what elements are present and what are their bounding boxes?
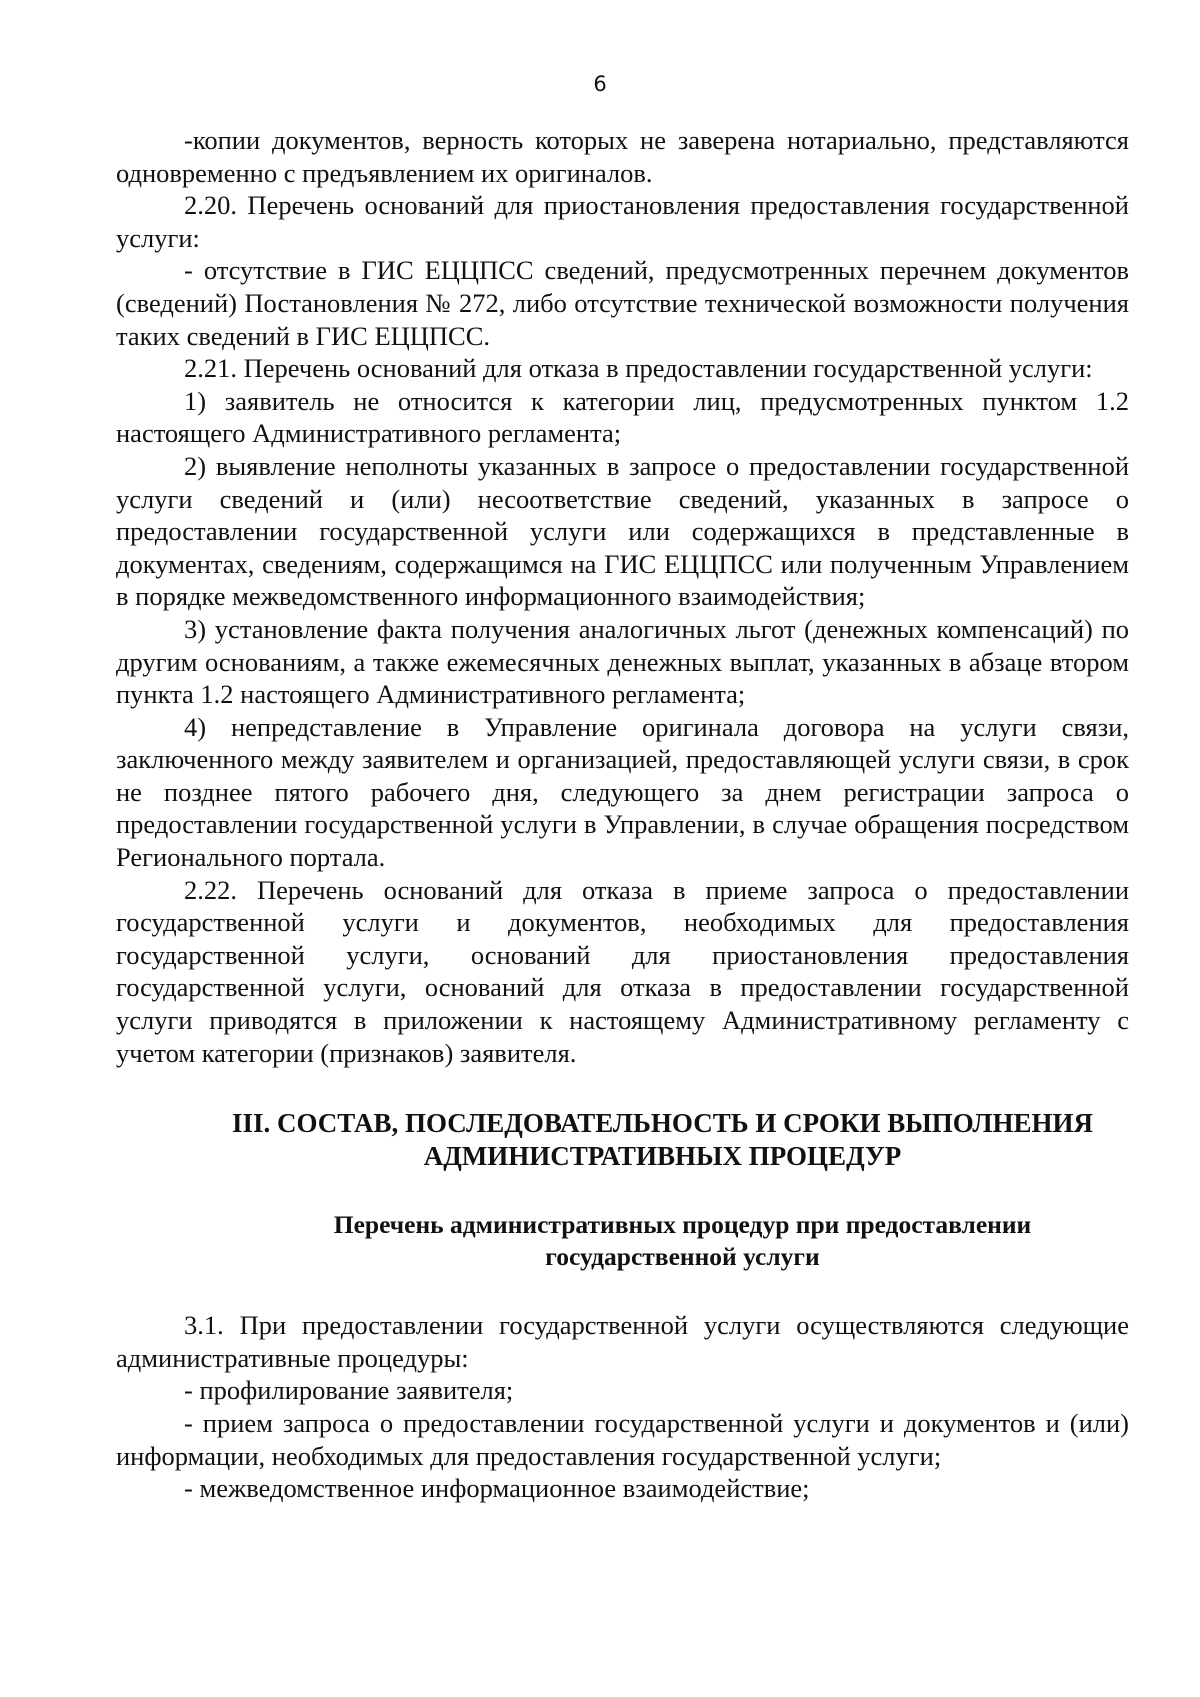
section-heading-line-1: III. СОСТАВ, ПОСЛЕДОВАТЕЛЬНОСТЬ И СРОКИ ВЫПОЛНЕНИЯ [231, 1108, 1094, 1139]
subsection-heading [116, 1209, 1129, 1273]
subsection-heading-line-1: Перечень административных процедур при предоставлении [333, 1210, 1032, 1240]
paragraph-2-21: 2.21. Перечень оснований для отказа в предоставлении государственной услуги: [184, 353, 1093, 384]
paragraph-2-21-item-2: 2) выявление неполноты указанных в запросе о предоставлении государственной услуги сведений и (или) несоответствие сведений, указанных в запросе о предоставлении государственной услуги или содержащихся в представленные в документах, сведениям, содержащимся на ГИС ЕЦЦПСС или полученным Управлением в порядке межведомственного информационного взаимодействия; [116, 450, 1129, 612]
paragraph-copies: -копии документов, верность которых не заверена нотариально, представляются одновременно с предъявлением их оригиналов. [116, 125, 1129, 188]
paragraph-2-21-item-4: 4) непредставление в Управление оригинала договора на услуги связи, заключенного между заявителем и организацией, предоставляющей услуги связи, в срок не позднее пятого рабочего дня, следующего за днем регистрации запроса о предоставлении государственной услуги в Управлении, в случае обращения посредством Регионального портала. [116, 711, 1129, 873]
subsection-heading-line-2: государственной услуги [545, 1242, 820, 1272]
paragraph-3-1-item-1: - профилирование заявителя; [184, 1375, 514, 1406]
page-number: 6 [593, 72, 607, 96]
paragraph-2-22: 2.22. Перечень оснований для отказа в приеме запроса о предоставлении государственной услуги и документов, необходимых для предоставления государственной услуги, оснований для приостановления предоставления государственной услуги, оснований для отказа в предоставлении государственной услуги приводятся в приложении к настоящему Административному регламенту с учетом категории (признаков) заявителя. [116, 874, 1129, 1068]
paragraph-2-20-item: - отсутствие в ГИС ЕЦЦПСС сведений, предусмотренных перечнем документов (сведений) Постановления № 272, либо отсутствие технической возможности получения таких сведений в ГИС ЕЦЦПСС. [116, 255, 1129, 351]
document-body [116, 124, 1129, 1505]
paragraph-2-21-item-1: 1) заявитель не относится к категории лиц, предусмотренных пунктом 1.2 настоящего Административного регламента; [116, 385, 1129, 449]
paragraph-3-1: 3.1. При предоставлении государственной услуги осуществляются следующие административные процедуры: [116, 1310, 1129, 1373]
section-heading [116, 1107, 1129, 1173]
paragraph-3-1-item-2: - прием запроса о предоставлении государственной услуги и документов и (или) информации, необходимых для предоставления государственной услуги; [116, 1408, 1129, 1471]
spacer [116, 1273, 1129, 1309]
paragraph-2-21-item-3: 3) установление факта получения аналогичных льгот (денежных компенсаций) по другим основаниям, а также ежемесячных денежных выплат, указанных в абзаце втором пункта 1.2 настоящего Административного регламента; [116, 613, 1129, 710]
paragraph-2-20: 2.20. Перечень оснований для приостановления предоставления государственной услуги: [116, 190, 1129, 253]
section-heading-line-2: АДМИНИСТРАТИВНЫХ ПРОЦЕДУР [423, 1141, 902, 1172]
spacer [116, 1173, 1129, 1209]
spacer [116, 1069, 1129, 1107]
paragraph-3-1-item-3: - межведомственное информационное взаимодействие; [184, 1473, 810, 1504]
